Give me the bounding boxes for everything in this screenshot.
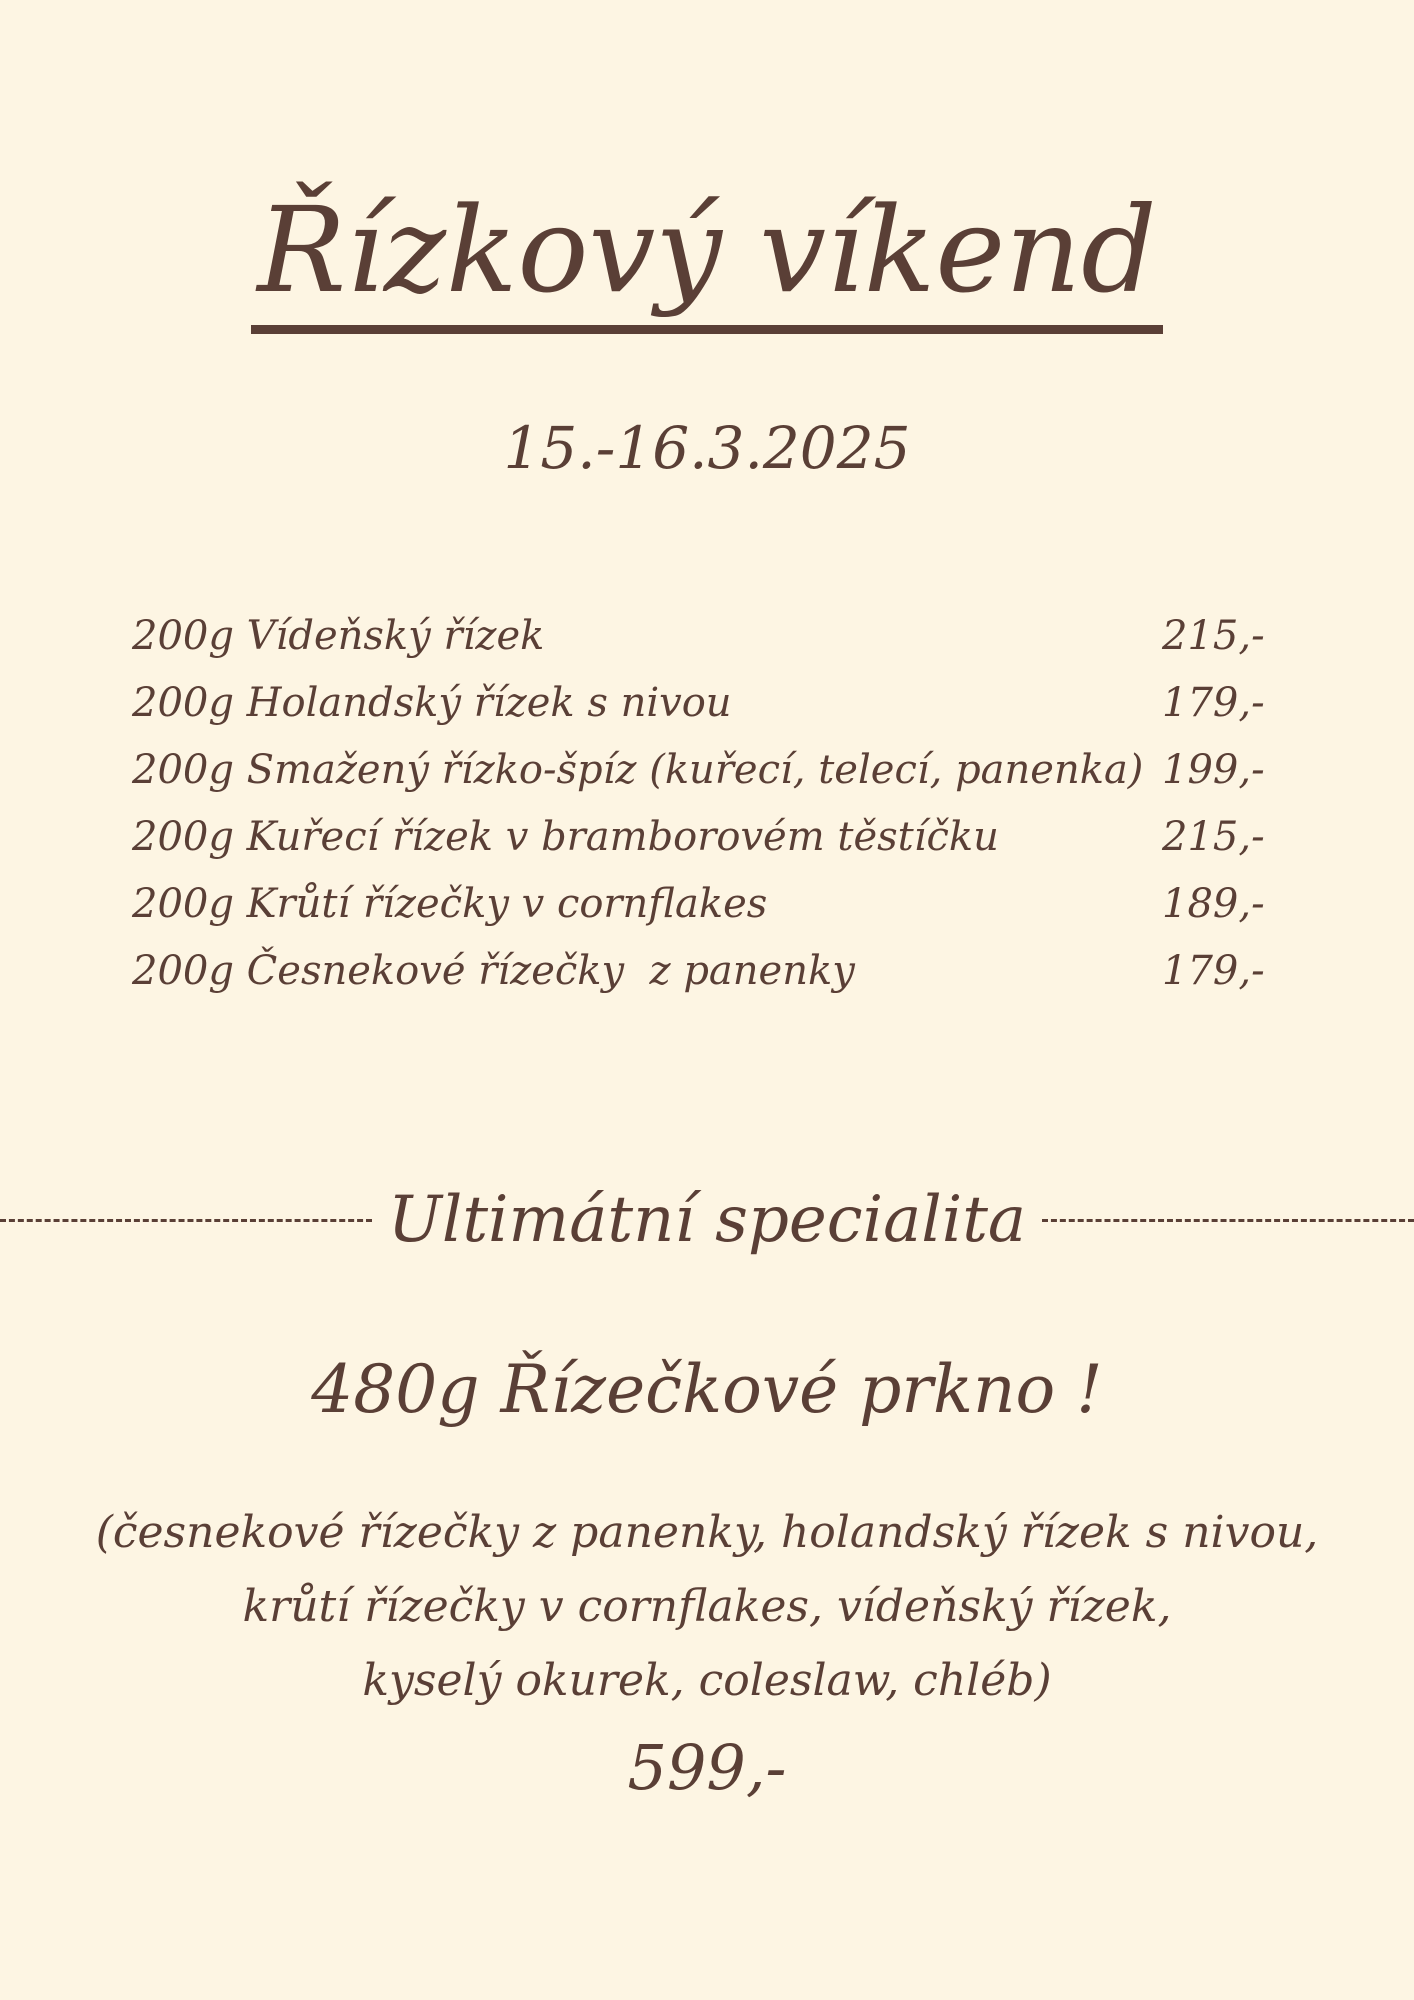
page-title — [0, 175, 1414, 334]
special-dish-name: 480g Řízečkové prkno ! — [311, 1351, 1103, 1428]
menu-item — [132, 737, 1272, 804]
menu-item-price: 215,- — [1162, 613, 1265, 659]
special-dish-price: 599,- — [627, 1731, 787, 1804]
page-title-text: Řízkový víkend — [251, 175, 1162, 334]
menu-item — [132, 938, 1272, 1005]
special-description-line: (česnekové řízečky z panenky, holandský řízek s nivou, — [95, 1507, 1319, 1558]
menu-item-name: 200g Vídeňský řízek — [132, 613, 545, 659]
menu-list — [132, 603, 1272, 1005]
menu-item — [132, 871, 1272, 938]
menu-item-price: 179,- — [1162, 948, 1265, 994]
menu-item-name: 200g Česnekové řízečky z panenky — [132, 948, 855, 994]
menu-item-price: 215,- — [1162, 814, 1265, 860]
special-description-line: krůtí řízečky v cornflakes, vídeňský řízek, — [242, 1581, 1172, 1632]
special-description-line: kyselý okurek, coleslaw, chléb) — [362, 1655, 1052, 1706]
menu-item — [132, 670, 1272, 737]
event-date: 15.-16.3.2025 — [503, 414, 911, 482]
dashed-line-right — [1042, 1219, 1414, 1222]
menu-item-name: 200g Holandský řízek s nivou — [132, 680, 732, 726]
special-heading: Ultimátní specialita — [387, 1183, 1027, 1257]
menu-item-name: 200g Krůtí řízečky v cornflakes — [132, 881, 768, 927]
menu-item — [132, 603, 1272, 670]
dashed-line-left — [0, 1219, 372, 1222]
menu-item-price: 179,- — [1162, 680, 1265, 726]
menu-item-name: 200g Kuřecí řízek v bramborovém těstíčku — [132, 814, 999, 860]
menu-item — [132, 804, 1272, 871]
menu-item-price: 199,- — [1162, 747, 1265, 793]
special-dish-description — [60, 1496, 1354, 1718]
special-divider — [0, 1180, 1414, 1260]
menu-item-name: 200g Smažený řízko-špíz (kuřecí, telecí, panenka) — [132, 747, 1144, 793]
menu-item-price: 189,- — [1162, 881, 1265, 927]
